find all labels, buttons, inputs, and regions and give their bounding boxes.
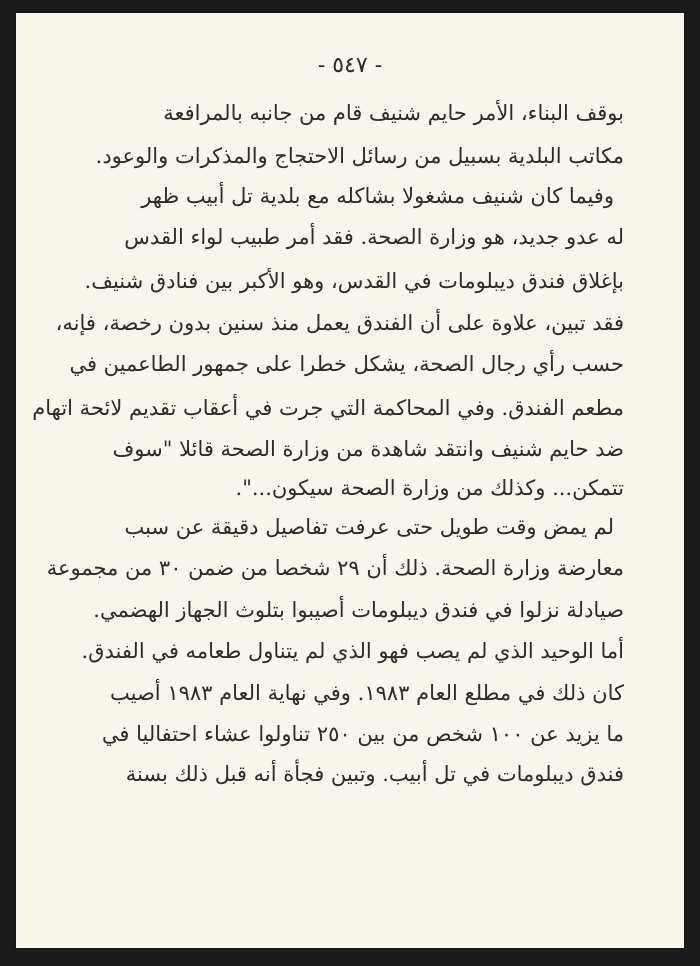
text-line: بإغلاق فندق ديبلومات في القدس، وهو الأكبر بين فنادق شنيف. xyxy=(84,269,624,293)
text-line: وفيما كان شنيف مشغولا بشاكله مع بلدية تل أبيب ظهر xyxy=(141,184,614,208)
handwritten-text-body xyxy=(16,13,684,948)
text-line: صيادلة نزلوا في فندق ديبلومات أصيبوا بتلوث الجهاز الهضمي. xyxy=(93,598,624,622)
text-line: لم يمض وقت طويل حتى عرفت تفاصيل دقيقة عن سبب xyxy=(124,515,614,539)
text-line: بوقف البناء، الأمر حايم شنيف قام من جانبه بالمرافعة xyxy=(163,101,624,125)
text-line: فقد تبين، علاوة على أن الفندق يعمل منذ سنين بدون رخصة، فإنه، xyxy=(55,311,624,335)
text-line: أما الوحيد الذي لم يصب فهو الذي لم يتناول طعامه في الفندق. xyxy=(81,639,624,663)
text-line: فندق ديبلومات في تل أبيب. وتبين فجأة أنه قبل ذلك بسنة xyxy=(125,762,624,786)
text-line: له عدو جديد، هو وزارة الصحة. فقد أمر طبيب لواء القدس xyxy=(124,225,624,249)
text-line: تتمكن... وكذلك من وزارة الصحة سيكون...". xyxy=(235,476,624,500)
text-line: مطعم الفندق. وفي المحاكمة التي جرت في أعقاب تقديم لائحة اتهام xyxy=(32,396,624,420)
text-line: معارضة وزارة الصحة. ذلك أن ٢٩ شخصا من ضمن ٣٠ من مجموعة xyxy=(46,556,624,580)
document-page xyxy=(16,13,684,948)
text-line: ضد حايم شنيف وانتقد شاهدة من وزارة الصحة قائلا "سوف xyxy=(112,437,624,461)
page-number: - ٥٤٧ - xyxy=(317,53,383,78)
text-line: مكاتب البلدية بسبيل من رسائل الاحتجاج والمذكرات والوعود. xyxy=(95,144,624,168)
text-line: حسب رأي رجال الصحة، يشكل خطرا على جمهور الطاعمين في xyxy=(69,352,624,376)
text-line: كان ذلك في مطلع العام ١٩٨٣. وفي نهاية العام ١٩٨٣ أصيب xyxy=(110,681,624,705)
text-line: ما يزيد عن ١٠٠ شخص من بين ٢٥٠ تناولوا عشاء احتفاليا في xyxy=(101,722,624,746)
